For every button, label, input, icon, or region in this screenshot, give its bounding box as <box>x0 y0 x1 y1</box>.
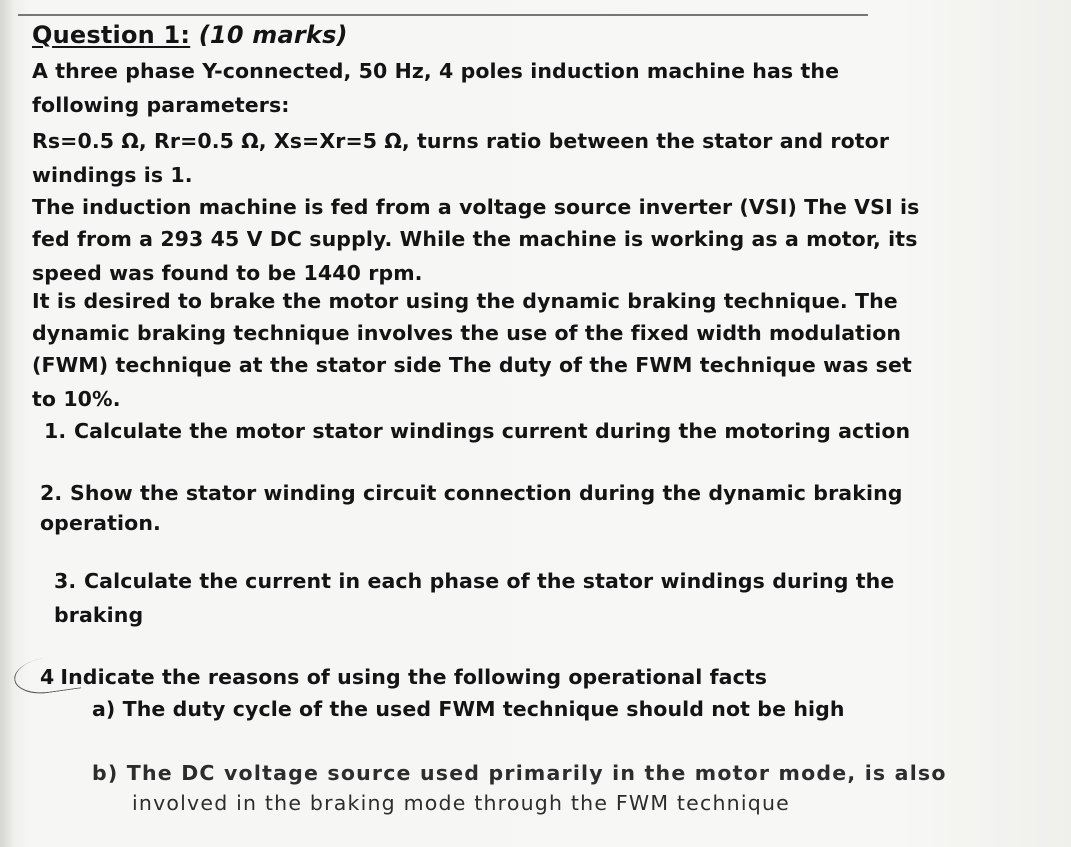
sub-item-b-line-1: b) The DC voltage source used primarily in the motor mode, is also <box>92 761 947 785</box>
paragraph-line-11: to 10%. <box>32 387 121 411</box>
question-label: Question 1: <box>32 21 191 49</box>
question-item-3 <box>54 568 894 594</box>
question-item-4 <box>34 664 767 690</box>
question-item-2-cont: operation. <box>40 511 161 535</box>
question-text: Show the stator winding circuit connection during the dynamic braking <box>70 481 903 505</box>
paragraph-line-1: A three phase Y-connected, 50 Hz, 4 poles induction machine has the <box>32 59 840 83</box>
question-text: Calculate the motor stator windings current during the motoring action <box>74 419 911 443</box>
circled-number: 4 <box>34 664 60 690</box>
question-item-3-cont: braking <box>54 603 144 627</box>
paragraph-line-6: fed from a 293 45 V DC supply. While the machine is working as a motor, its <box>32 227 918 251</box>
question-text: Calculate the current in each phase of the stator windings during the <box>84 569 895 593</box>
question-number: 3. <box>54 569 77 593</box>
question-text: Indicate the reasons of using the following operational facts <box>60 665 768 689</box>
question-number: 2. <box>40 481 63 505</box>
question-item-1 <box>44 418 910 444</box>
sub-item-b-line-2: involved in the braking mode through the FWM technique <box>132 791 790 815</box>
paragraph-line-8: It is desired to brake the motor using the dynamic braking technique. The <box>32 289 898 313</box>
paragraph-line-3: Rs=0.5 Ω, Rr=0.5 Ω, Xs=Xr=5 Ω, turns ratio between the stator and rotor <box>32 129 890 153</box>
question-title <box>32 22 348 48</box>
top-rule <box>18 14 868 16</box>
paragraph-line-2: following parameters: <box>32 93 290 117</box>
scan-edge-shadow <box>0 0 14 847</box>
paragraph-line-7: speed was found to be 1440 rpm. <box>32 261 423 285</box>
paragraph-line-4: windings is 1. <box>32 163 193 187</box>
question-item-2 <box>40 480 903 506</box>
marks-label: (10 marks) <box>198 21 348 49</box>
paragraph-line-9: dynamic braking technique involves the use of the fixed width modulation <box>32 321 902 345</box>
paragraph-line-10: (FWM) technique at the stator side The duty of the FWM technique was set <box>32 353 912 377</box>
question-number: 1. <box>44 419 67 443</box>
sub-item-a: a) The duty cycle of the used FWM technique should not be high <box>92 697 845 721</box>
paragraph-line-5: The induction machine is fed from a voltage source inverter (VSI) The VSI is <box>32 195 920 219</box>
